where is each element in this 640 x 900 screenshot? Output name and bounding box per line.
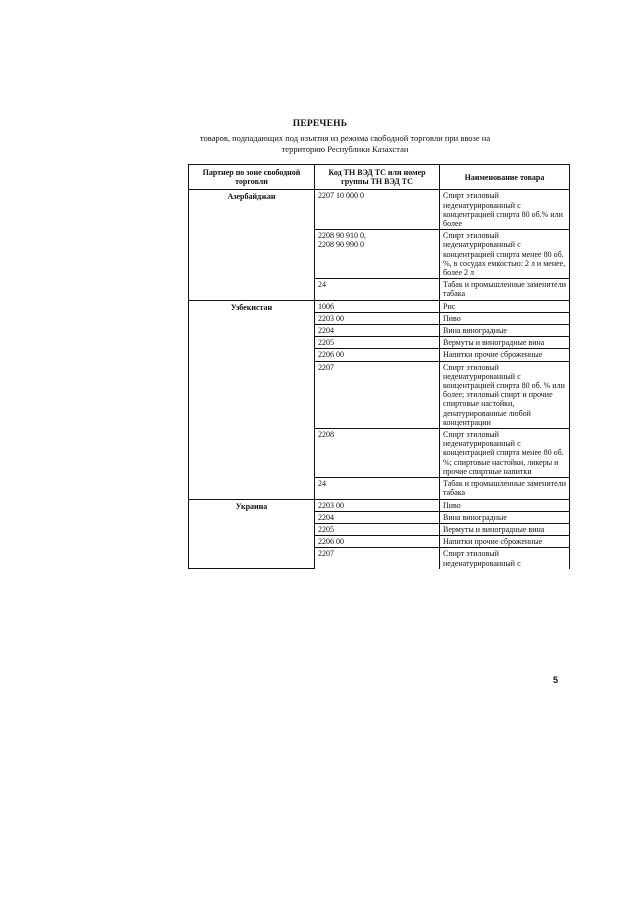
- code-line: 2207: [318, 362, 334, 372]
- code-cell: [315, 190, 440, 230]
- code-line: 2206 00: [318, 350, 344, 360]
- goods-name-cell: Спирт этиловый неденатурированный с концентрацией спирта менее 80 об. %, в сосудах емкостью: 2 л и менее, более 2 л: [440, 230, 570, 279]
- code-line: 2205: [318, 524, 334, 534]
- goods-name-cell: Спирт этиловый неденатурированный с концентрацией спирта 80 об. % или более; этиловый спирт и прочие спиртовые настойки, денатурированные любой концентрации: [440, 361, 570, 428]
- code-cell: [315, 478, 440, 499]
- code-cell: [315, 499, 440, 511]
- code-cell: [315, 536, 440, 548]
- code-cell: [315, 548, 440, 569]
- partner-name: Азербайджан: [227, 192, 276, 202]
- code-line: 2203 00: [318, 500, 344, 510]
- goods-name-cell: Вермуты и виноградные вина: [440, 523, 570, 535]
- code-line: 2208 90 990 0: [318, 240, 364, 250]
- goods-name-cell: Спирт этиловый неденатурированный с: [440, 548, 570, 569]
- goods-name-cell: Рис: [440, 300, 570, 312]
- code-line: 1006: [318, 301, 334, 311]
- partner-cell: [189, 190, 315, 300]
- code-line: 2205: [318, 338, 334, 348]
- code-cell: [315, 279, 440, 300]
- code-cell: [315, 429, 440, 478]
- code-line: 2208 90 910 0,: [318, 231, 366, 241]
- table-row: [189, 499, 570, 511]
- goods-name-cell: Вина виноградные: [440, 511, 570, 523]
- code-line: 24: [318, 479, 326, 489]
- code-cell: [315, 300, 440, 312]
- partner-cell: [189, 300, 315, 499]
- document-title: ПЕРЕЧЕНЬ: [292, 119, 348, 129]
- document-subtitle: товаров, подпадающих под изъятия из режима свободной торговли при ввозе на территорию Республики Казахстан: [199, 133, 491, 154]
- code-cell: [315, 523, 440, 535]
- code-cell: [315, 325, 440, 337]
- code-line: 2208: [318, 430, 334, 440]
- code-cell: [315, 349, 440, 361]
- goods-name-cell: Спирт этиловый неденатурированный с концентрацией спирта менее 80 об. %; спиртовые настойки, ликеры и прочие спиртные напитки: [440, 429, 570, 478]
- table-row: [189, 190, 570, 230]
- code-line: 2207: [318, 549, 334, 559]
- code-line: 24: [318, 280, 326, 290]
- goods-name-cell: Табак и промышленные заменители табака: [440, 279, 570, 300]
- header-code: Код ТН ВЭД ТС или номер группы ТН ВЭД ТС: [315, 165, 440, 190]
- partner-name: Узбекистан: [230, 302, 273, 312]
- header-name: Наименование товара: [440, 165, 570, 190]
- code-cell: [315, 312, 440, 324]
- goods-name-cell: Пиво: [440, 312, 570, 324]
- goods-table: [188, 164, 570, 569]
- code-line: 2206 00: [318, 537, 344, 547]
- code-cell: [315, 511, 440, 523]
- goods-name-cell: Напитки прочие сброженные: [440, 349, 570, 361]
- code-line: 2203 00: [318, 313, 344, 323]
- goods-name-cell: Вина виноградные: [440, 325, 570, 337]
- header-partner: Партнер по зоне свободной торговли: [189, 165, 315, 190]
- goods-name-cell: Пиво: [440, 499, 570, 511]
- goods-name-cell: Табак и промышленные заменители табака: [440, 478, 570, 499]
- page-number: 5: [553, 675, 559, 685]
- partner-name: Украина: [235, 501, 268, 511]
- goods-name-cell: Спирт этиловый неденатурированный с концентрацией спирта 80 об.% или более: [440, 190, 570, 230]
- goods-name-cell: Напитки прочие сброженные: [440, 536, 570, 548]
- table-header-row: [189, 165, 570, 190]
- partner-cell: [189, 499, 315, 569]
- code-line: 2204: [318, 326, 334, 336]
- table-row: [189, 300, 570, 312]
- code-line: 2207 10 000 0: [318, 191, 364, 201]
- code-cell: [315, 361, 440, 428]
- code-line: 2204: [318, 512, 334, 522]
- table-body: [189, 190, 570, 569]
- code-cell: [315, 230, 440, 279]
- code-cell: [315, 337, 440, 349]
- goods-name-cell: Вермуты и виноградные вина: [440, 337, 570, 349]
